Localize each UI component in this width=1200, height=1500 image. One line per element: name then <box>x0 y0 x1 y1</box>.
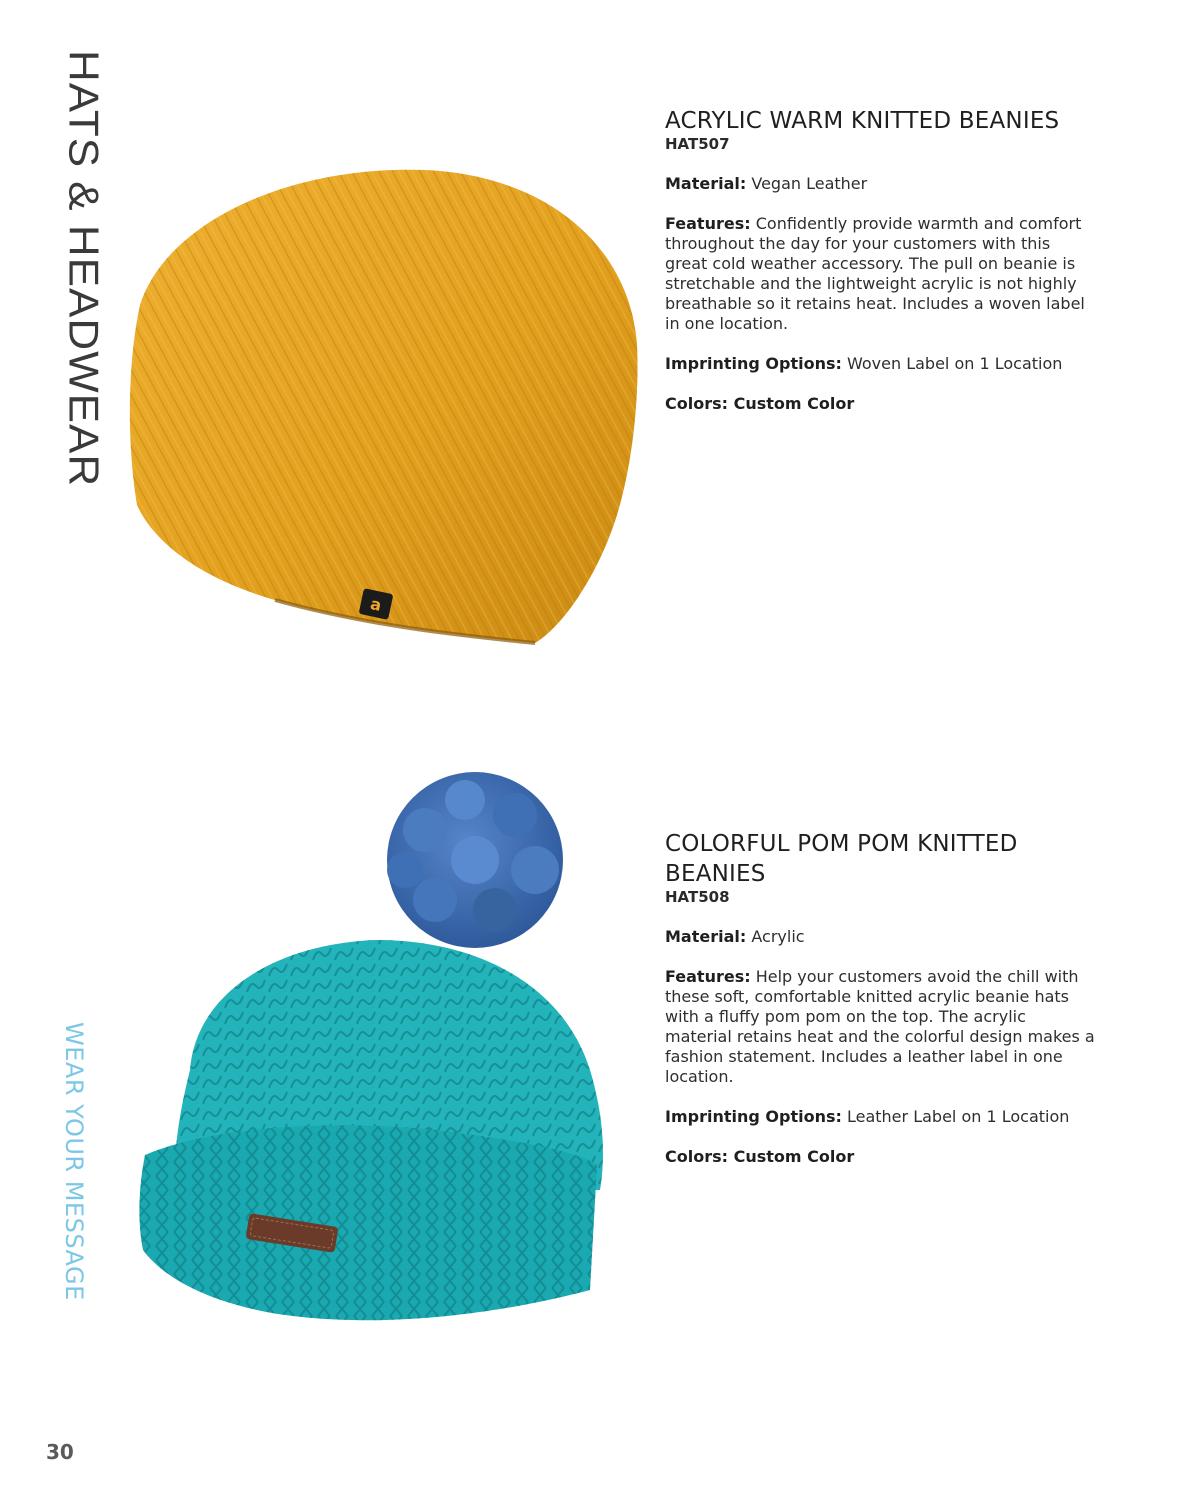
imprint-label: Imprinting Options: <box>665 354 842 373</box>
material-line <box>665 927 1095 947</box>
material-line <box>665 174 1095 194</box>
material-value: Acrylic <box>751 927 805 946</box>
material-label: Material: <box>665 927 747 946</box>
teal-pom-beanie-image <box>135 770 615 1340</box>
imprint-line <box>665 1107 1095 1127</box>
material-label: Material: <box>665 174 747 193</box>
product-info-hat508 <box>665 829 1095 1187</box>
pom-pom <box>387 772 563 948</box>
imprint-value: Leather Label on 1 Location <box>846 1107 1070 1126</box>
tagline: WEAR YOUR MESSAGE <box>60 1022 88 1301</box>
features-line <box>665 214 1095 334</box>
material-value: Vegan Leather <box>751 174 868 193</box>
features-value: Confidently provide warmth and comfort throughout the day for your customers with this great cold weather accessory. The pull on beanie is stretchable and the lightweight acrylic is not highly breathable so it retains heat. Includes a woven label in one location. <box>665 214 1085 333</box>
section-title: HATS & HEADWEAR <box>60 50 107 488</box>
features-label: Features: <box>665 214 751 233</box>
product-sku: HAT507 <box>665 135 730 153</box>
product-title: ACRYLIC WARM KNITTED BEANIES <box>665 108 1060 134</box>
imprint-line <box>665 354 1095 374</box>
features-line <box>665 967 1095 1087</box>
yellow-beanie-image <box>125 155 645 655</box>
product-info-hat507 <box>665 106 1095 434</box>
svg-text:a: a <box>368 594 384 615</box>
page-number: 30 <box>46 1440 74 1464</box>
product-title: COLORFUL POM POM KNITTED BEANIES <box>665 831 1018 887</box>
colors-line: Colors: Custom Color <box>665 1147 855 1166</box>
product-sku: HAT508 <box>665 888 730 906</box>
features-label: Features: <box>665 967 751 986</box>
features-value: Help your customers avoid the chill with these soft, comfortable knitted acrylic beanie hats with a fluffy pom pom on the top. The acrylic material retains heat and the colorful design makes a fashion statement. Includes a leather label in one location. <box>665 967 1095 1086</box>
colors-line: Colors: Custom Color <box>665 394 855 413</box>
imprint-label: Imprinting Options: <box>665 1107 842 1126</box>
imprint-value: Woven Label on 1 Location <box>846 354 1063 373</box>
